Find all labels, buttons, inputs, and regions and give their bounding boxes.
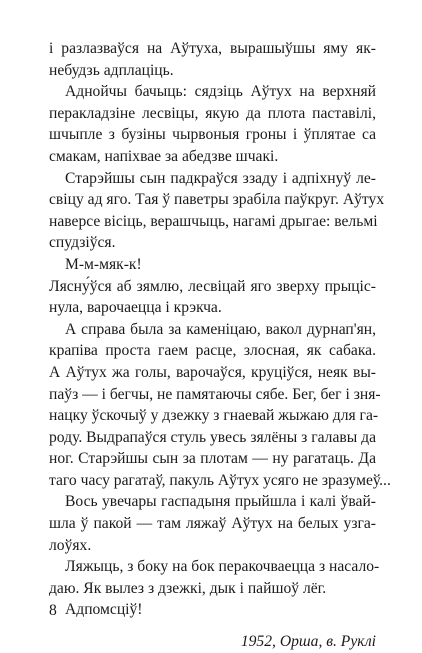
text-line: смакам, напіхвае за абедзве шчакі.: [49, 147, 279, 165]
text-column: [49, 38, 391, 621]
page-body: [49, 38, 391, 621]
text-line: Старэйшы сын падкраўся ззаду і адпіхнуў ле-: [65, 169, 376, 187]
text-line: паўз — і бегчы, не памятаючы сябе. Бег, бег і зня-: [49, 385, 381, 403]
text-line: таго часу рагатаў, пакуль Аўтух усяго не зразумеў...: [49, 471, 391, 489]
text-line: лоўях.: [49, 536, 92, 554]
text-line: Лясну́ўся аб зямлю, лесвіцай яго зверху прыціс-: [49, 277, 376, 295]
page-number: 8: [49, 602, 57, 619]
text-line: свіцу ад яго. Тая ў паветры зрабіла паўкруг. Аўтух: [49, 191, 385, 209]
text-line: Ляжыць, з боку на бок перакочваецца з насало-: [65, 558, 380, 576]
text-line: А справа была за каменіцаю, вакол дурнап'ян,: [65, 320, 376, 338]
text-line: Вось увечары гаспадыня прыйшла і калі ўвай-: [65, 493, 376, 511]
text-line: крапіва проста гаем расце, злосная, як сабака.: [49, 342, 376, 360]
text-line: роду. Выдрапаўся стуль увесь зялёны з галавы да: [49, 428, 376, 446]
text-line: М-м-мяк-к!: [65, 255, 142, 273]
text-line: ног. Старэйшы сын за плотам — ну рагатаць. Да: [49, 450, 376, 468]
text-line: Адпомсціў!: [65, 601, 143, 619]
text-line: Аднойчы бачыць: сядзіць Аўтух на верхняй: [65, 83, 376, 101]
text-line: даю. Як вылез з дзежкі, дык і пайшоў лёг.: [49, 579, 327, 597]
text-line: шчыпле з бузіны чырвоныя гроны і ўплятае са: [49, 126, 376, 144]
text-line: наверсе вісіць, верашчыць, нагамі дрыгае: вельмі: [49, 212, 378, 230]
text-line: нацку ўскочыў у дзежку з гнаевай жыжаю для га-: [49, 407, 379, 425]
source-signature: 1952, Орша, в. Руклі: [240, 633, 376, 651]
text-line: шла ў пакой — там ляжаў Аўтух на белых узга-: [49, 515, 376, 533]
text-line: небудзь адплаціць.: [49, 61, 174, 79]
text-line: нула, варочаецца і крэкча.: [49, 299, 222, 317]
text-line: спудзіўся.: [49, 234, 116, 252]
text-line: А Аўтух жа голы, варочаўся, круціўся, неяк вы-: [49, 363, 376, 381]
text-line: і разлазваўся на Аўтуха, вырашыўшы яму як-: [49, 40, 376, 57]
text-line: перакладзіне лесвіцы, якую да плота паставілі,: [49, 104, 376, 122]
